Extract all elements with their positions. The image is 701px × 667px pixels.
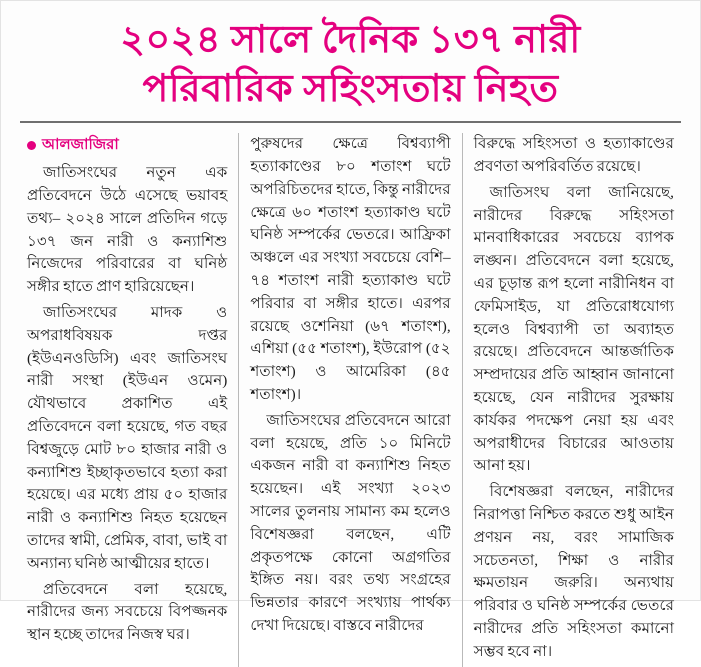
paragraph: বিরুদ্ধে সহিংসতা ও হত্যাকাণ্ডের প্রবণতা অপরিবর্তিত রয়েছে। xyxy=(473,135,674,176)
paragraph: জাতিসংঘ বলা জানিয়েছে, নারীদের বিরুদ্ধে সহিংসতা মানবাধিকারের সবচেয়ে ব্যাপক লঙ্ঘন। প্রতিবেদনে বলা হয়েছে, এর চূড়ান্ত রূপ হলো নারীনিধন বা ফেমিসাইড, যা প্রতিরোধযোগ্য হলেও বিশ্বব্যাপী তা অব্যাহত রয়েছে। প্রতিবেদনে আন্তর্জাতিক সম্প্রদায়ের প্রতি আহ্বান জানানো হয়েছে, যেন নারীদের সুরক্ষায় কার্যকর পদক্ষেপ নেয়া হয় এবং অপরাধীদের বিচারের আওতায় আনা হয়। xyxy=(473,183,674,475)
page-title xyxy=(16,16,685,113)
bullet-icon xyxy=(27,141,36,150)
headline-divider xyxy=(20,121,681,123)
article-column-2 xyxy=(238,133,461,666)
headline-line-2: পরিবারিক সহিংসতায় নিহত xyxy=(142,67,559,110)
article-column-1 xyxy=(16,133,238,666)
paragraph: জাতিসংঘের নতুন এক প্রতিবেদনে উঠে এসেছে ভয়াবহ তথ্য– ২০২৪ সালে প্রতিদিন গড়ে ১৩৭ জন নারী ও কন্যাশিশু নিজেদের পরিবারের বা ঘনিষ্ঠ সঙ্গীর হাতে প্রাণ হারিয়েছেন। xyxy=(27,164,228,296)
paragraph: প্রতিবেদনে বলা হয়েছে, নারীদের জন্য সবচেয়ে বিপজ্জনক স্থান হচ্ছে তাদের নিজস্ব ঘর। xyxy=(27,580,228,644)
paragraph: বিশেষজ্ঞরা বলছেন, নারীদের নিরাপত্তা নিশ্চিত করতে শুধু আইন প্রণয়ন নয়, বরং সামাজিক সচেতনতা, শিক্ষা ও নারীর ক্ষমতায়ন জরুরি। অন্যথায় পরিবার ও ঘনিষ্ঠ সম্পর্কের ভেতরে নারীদের প্রতি সহিংসতা কমানো সম্ভব হবে না। xyxy=(473,483,674,660)
paragraph: পুরুষদের ক্ষেত্রে বিশ্বব্যাপী হত্যাকাণ্ডের ৮০ শতাংশ ঘটে অপরিচিতদের হাতে, কিন্তু নারীদের ক্ষেত্রে ৬০ শতাংশ হত্যাকাণ্ড ঘটে ঘনিষ্ঠ সম্পর্কের ভেতরে। আফ্রিকা অঞ্চলে এর সংখ্যা সবচেয়ে বেশি– ৭৪ শতাংশ নারী হত্যাকাণ্ড ঘটে পরিবার বা সঙ্গীর হাতে। এরপর রয়েছে ওশেনিয়া (৬৭ শতাংশ), এশিয়া (৫৫ শতাংশ), ইউরোপ (৫২ শতাংশ) ও আমেরিকা (৪৫ শতাংশ)। xyxy=(250,135,451,404)
article-column-3 xyxy=(462,133,685,666)
article-columns xyxy=(16,133,685,666)
byline xyxy=(27,133,227,158)
paragraph: জাতিসংঘের প্রতিবেদনে আরো বলা হয়েছে, প্রতি ১০ মিনিটে একজন নারী বা কন্যাশিশু নিহত হয়েছেন। এই সংখ্যা ২০২৩ সালের তুলনায় সামান্য কম হলেও বিশেষজ্ঞরা বলছেন, এটি প্রকৃতপক্ষে কোনো অগ্রগতির ইঙ্গিত নয়। বরং তথ্য সংগ্রহের ভিন্নতার কারণে সংখ্যায় পার্থক্য দেখা দিয়েছে। বাস্তবে নারীদের xyxy=(250,411,451,634)
headline-line-1: ২০২৪ সালে দৈনিক ১৩৭ নারী xyxy=(120,19,581,61)
byline-label: আলজাজিরা xyxy=(42,137,119,154)
paragraph: জাতিসংঘের মাদক ও অপরাধবিষয়ক দপ্তর (ইউএনওডিসি) এবং জাতিসংঘ নারী সংস্থা (ইউএন ওমেন) যৌথভাবে প্রকাশিত এই প্রতিবেদনে বলা হয়েছে, গত বছর বিশ্বজুড়ে মোট ৮০ হাজার নারী ও কন্যাশিশু ইচ্ছাকৃতভাবে হত্যা করা হয়েছে। এর মধ্যে প্রায় ৫০ হাজার নারী ও কন্যাশিশু নিহত হয়েছেন তাদের স্বামী, প্রেমিক, বাবা, ভাই বা অন্যান্য ঘনিষ্ঠ আত্মীয়ের হাতে। xyxy=(27,304,228,572)
